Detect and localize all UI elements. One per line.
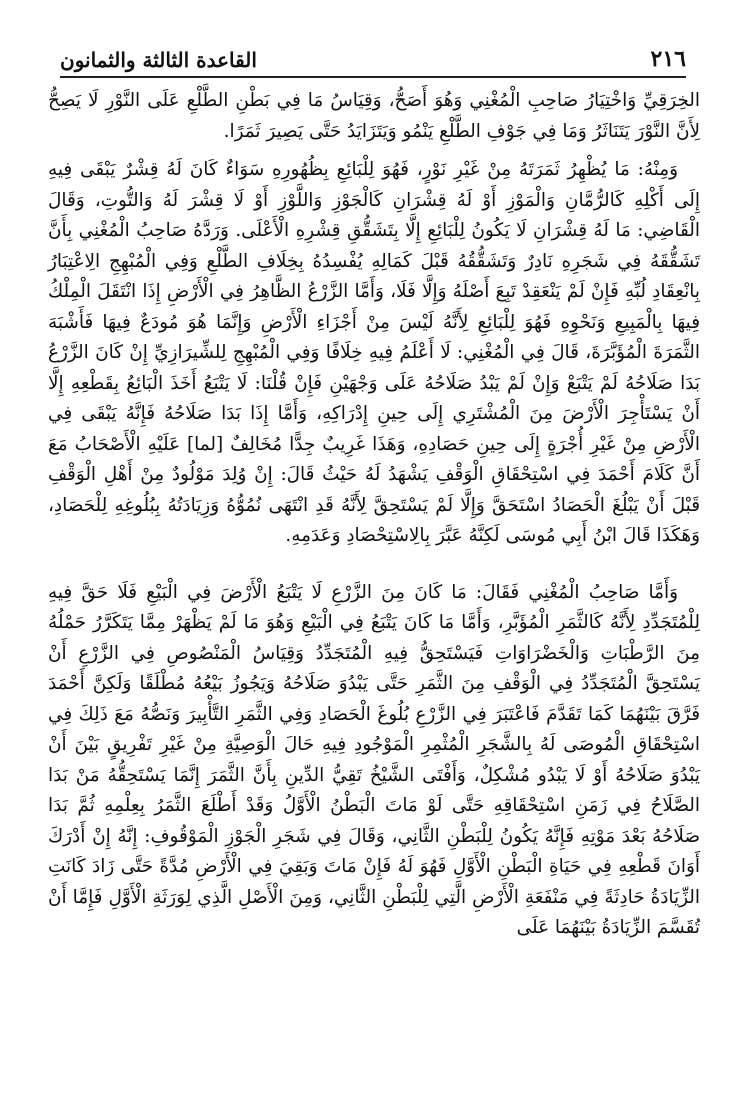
paragraph-gap [48,552,700,578]
page-body [48,86,700,944]
paragraph: الخِرَقِيِّ وَاخْتِيَارُ صَاحِبِ الْمُغْنِي وَهُوَ أَصَحُّ، وَقِيَاسُ مَا فِي بَطْنِ الطَّلْعِ عَلَى النَّوْرِ لَا يَصِحُّ لِأَنَّ النَّوْرَ يَتَنَاثَرُ وَمَا فِي جَوْفِ الطَّلْعِ يَنْمُو وَيَتَزَايَدُ حَتَّى يَصِيرَ ثَمَرًا. [48,90,700,142]
page-header [60,36,686,78]
page-number: ٢١٦ [650,46,686,72]
paragraph: وَمِنْهُ: مَا يُظْهِرُ ثَمَرَتَهُ مِنْ غَيْرِ نَوْرٍ، فَهُوَ لِلْبَائِعِ بِظُهُورِهِ سَوَاءٌ كَانَ لَهُ قِشْرٌ يَبْقَى فِيهِ إِلَى أَكْلِهِ كَالرُّمَّانِ وَالْمَوْزِ أَوْ لَهُ قِشْرَانِ كَالْجَوْزِ وَاللَّوْزِ أَوْ لَا قِشْرَ لَهُ وَالتُّوتِ، وَقَالَ الْقَاضِي: مَا لَهُ قِشْرَانِ لَا يَكُونُ لِلْبَائِعِ إِلَّا بِتَشَقُّقِ قِشْرِهِ الْأَعْلَى. وَرَدَّهُ صَاحِبُ الْمُغْنِي بِأَنَّ تَشَقُّقَهُ فِي شَجَرِهِ نَادِرٌ وَتَشَقُّقُهُ قَبْلَ كَمَالِهِ يُفْسِدُهُ بِخِلَافِ الطَّلْعِ وَفِي الْمُبْهِجِ الِاعْتِبَارُ بِانْعِقَادِ لُبِّهِ فَإِنْ لَمْ يَنْعَقِدْ تَبِعَ أَصْلَهُ وَإِلَّا فَلَا، وَأَمَّا الزَّرْعُ الظَّاهِرُ فِي الْأَرْضِ إِذَا انْتَقَلَ الْمِلْكُ فِيهَا بِالْمَبِيعِ وَنَحْوِهِ فَهُوَ لِلْبَائِعِ لِأَنَّهُ لَيْسَ مِنْ أَجْزَاءِ الْأَرْضِ وَإِنَّمَا هُوَ مُودَعٌ فِيهَا فَأَشْبَهَ الثَّمَرَةَ الْمُؤَبَّرَةَ، قَالَ فِي الْمُغْنِي: لَا أَعْلَمُ فِيهِ خِلَافًا وَفِي الْمُبْهِجِ لِلشِّيرَازِيِّ إِنْ كَانَ الزَّرْعُ بَدَا صَلَاحُهُ لَمْ يَتْبَعْ وَإِنْ لَمْ يَبْدُ صَلَاحُهُ عَلَى وَجْهَيْنِ فَإِنْ قُلْنَا: لَا يَتْبَعُ أَخَذَ الْبَائِعُ بِقَطْعِهِ إِلَّا أَنْ يَسْتَأْجِرَ الْأَرْضَ مِنَ الْمُشْتَرِي إِلَى حِينِ إِدْرَاكِهِ، وَأَمَّا إِذَا بَدَا صَلَاحُهُ فَإِنَّهُ يَبْقَى فِي الْأَرْضِ مِنْ غَيْرِ أُجْرَةٍ إِلَى حِينِ حَصَادِهِ، وَهَذَا غَرِيبٌ جِدًّا مُخَالِفٌ [لما] عَلَيْهِ الْأَصْحَابُ مَعَ أَنَّ كَلَامَ أَحْمَدَ فِي اسْتِحْقَاقِ الْوَقْفِ يَشْهَدُ لَهُ حَيْثُ قَالَ: إِنْ وُلِدَ مَوْلُودٌ مِنْ أَهْلِ الْوَقْفِ قَبْلَ أَنْ يَبْلُغَ الْحَصَادُ اسْتَحَقَّ وَإِلَّا لَمْ يَسْتَحِقَّ لِأَنَّهُ قَدِ انْتَهَى نُمُوُّهُ وَزِيَادَتُهُ بِبُلُوغِهِ لِلْحَصَادِ، وَهَكَذَا قَالَ ابْنُ أَبِي مُوسَى لَكِنَّهُ عَبَّرَ بِالِاسْتِحْصَادِ وَعَدَمِهِ. [48,159,700,546]
chapter-title: القاعدة الثالثة والثمانون [60,48,257,72]
paragraph-gap [48,147,700,155]
paragraph: وَأَمَّا صَاحِبُ الْمُغْنِي فَقَالَ: مَا كَانَ مِنَ الزَّرْعِ لَا يَتْبَعُ الْأَرْضَ فِي الْبَيْعِ فَلَا حَقَّ فِيهِ لِلْمُتَجَدِّدِ لِأَنَّهُ كَالثَّمَرِ الْمُؤَبَّرِ، وَأَمَّا مَا كَانَ يَتْبَعُ فِي الْبَيْعِ وَهُوَ مَا لَمْ يَظْهَرْ مِمَّا يَتَكَرَّرُ حَمْلُهُ مِنَ الرَّطْبَاتِ وَالْخَضْرَاوَاتِ فَيَسْتَحِقُّ فِيهِ الْمُتَجَدِّدُ وَقِيَاسُ الْمَنْصُوصِ فِي الزَّرْعِ أَنْ يَسْتَحِقَّ الْمُتَجَدِّدُ فِي الْوَقْفِ مِنَ الثَّمَرِ حَتَّى يَبْدُوَ صَلَاحُهُ وَيَجُوزُ بَيْعُهُ مُطْلَقًا وَلَكِنَّ أَحْمَدَ فَرَّقَ بَيْنَهُمَا كَمَا تَقَدَّمَ فَاعْتَبَرَ فِي الزَّرْعِ بُلُوغَ الْحَصَادِ وَفِي الثَّمَرِ التَّأْبِيرَ وَنَصُّهُ مَعَ ذَلِكَ فِي اسْتِحْقَاقِ الْمُوصَى لَهُ بِالشَّجَرِ الْمُثْمِرِ الْمَوْجُودِ فِيهِ حَالَ الْوَصِيَّةِ مِنْ غَيْرِ تَفْرِيقٍ بَيْنَ أَنْ يَبْدُوَ صَلَاحُهُ أَوْ لَا يَبْدُو مُشْكِلٌ، وَأَفْتَى الشَّيْخُ تَقِيُّ الدِّينِ بِأَنَّ الثَّمَرَ إِنَّمَا يَسْتَحِقُّهُ مَنْ بَدَا الصَّلَاحُ فِي زَمَنِ اسْتِحْقَاقِهِ حَتَّى لَوْ مَاتَ الْبَطْنُ الْأَوَّلُ وَقَدْ أَطْلَعَ الثَّمَرُ بِعِلْمِهِ ثُمَّ بَدَا صَلَاحُهُ بَعْدَ مَوْتِهِ فَإِنَّهُ يَكُونُ لِلْبَطْنِ الثَّانِي، وَقَالَ فِي شَجَرِ الْجَوْزِ الْمَوْقُوفِ: إِنَّهُ إِنْ أَدْرَكَ أَوَانَ قَطْعِهِ فِي حَيَاةِ الْبَطْنِ الْأَوَّلِ فَهُوَ لَهُ فَإِنْ مَاتَ وَبَقِيَ فِي الْأَرْضِ مُدَّةً حَتَّى زَادَ كَانَتِ الزِّيَادَةُ حَادِثَةً فِي مَنْفَعَةِ الْأَرْضِ الَّتِي لِلْبَطْنِ الثَّانِي، وَمِنَ الْأَصْلِ الَّذِي لِوَرَثَةِ الْأَوَّلِ فَإِمَّا أَنْ تُقَسَّمَ الزِّيَادَةُ بَيْنَهُمَا عَلَى [48,581,700,938]
